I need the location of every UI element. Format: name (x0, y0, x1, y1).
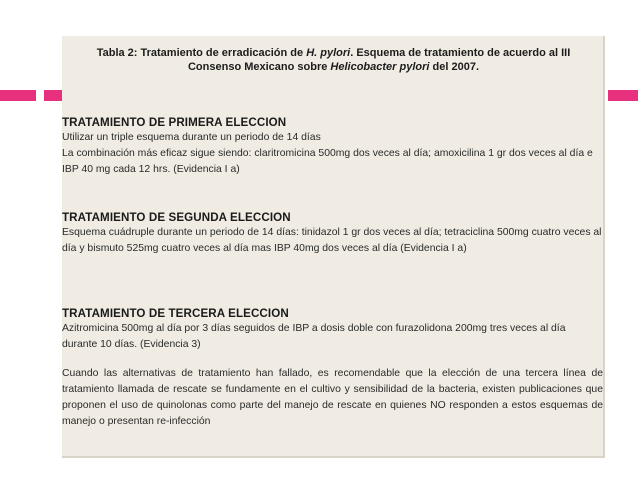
third-line-treatment (62, 306, 602, 353)
caption-species-name: H. pylori (306, 47, 351, 59)
caption-species-name: Helicobacter pylori (330, 61, 430, 73)
caption-line-2 (62, 60, 605, 74)
accent-bar-left-small (44, 90, 62, 101)
caption-text: del 2007. (429, 61, 480, 73)
rescue-therapy-note: Cuando las alternativas de tratamiento han fallado, es recomendable que la elección de una tercera línea de tratamiento llamada de rescate se fundamente en el cultivo y sensibilidad de la bacteria, existen publicaciones que proponen el uso de quinolonas como parte del manejo de rescate en quienes NO responden a estos esquemas de manejo o presentan re-infección (62, 368, 603, 427)
accent-bar-right (608, 90, 638, 101)
section-heading: TRATAMIENTO DE TERCERA ELECCION (62, 307, 289, 320)
section-paragraph: Esquema cuádruple durante un periodo de 14 días: tinidazol 1 gr dos veces al día; tetraciclina 500mg cuatro veces al día y bismuto 525mg cuatro veces al día mas IBP 40mg dos veces al día (Evidencia I a) (62, 227, 602, 254)
section-paragraph: Utilizar un triple esquema durante un periodo de 14 días (62, 132, 321, 143)
second-line-treatment (62, 210, 602, 257)
section-heading: TRATAMIENTO DE SEGUNDA ELECCION (62, 211, 291, 224)
first-line-treatment (62, 115, 602, 178)
caption-text: Tabla 2: Tratamiento de erradicación de (96, 47, 307, 59)
accent-bar-left (0, 90, 36, 101)
caption-text: . Esquema de tratamiento de acuerdo al III (350, 47, 571, 59)
section-paragraph: Azitromicina 500mg al día por 3 días seguidos de IBP a dosis doble con furazolidona 200mg tres veces al día durante 10 días. (Evidencia 3) (62, 323, 566, 350)
treatment-table (62, 36, 605, 458)
section-heading: TRATAMIENTO DE PRIMERA ELECCION (62, 116, 287, 129)
caption-line-1 (62, 46, 605, 60)
section-paragraph: La combinación más eficaz sigue siendo: claritromicina 500mg dos veces al día; amoxicilina 1 gr dos veces al día e IBP 40 mg cada 12 hrs. (Evidencia I a) (62, 148, 593, 175)
caption-text: Consenso Mexicano sobre (187, 61, 331, 73)
table-caption (62, 46, 605, 74)
